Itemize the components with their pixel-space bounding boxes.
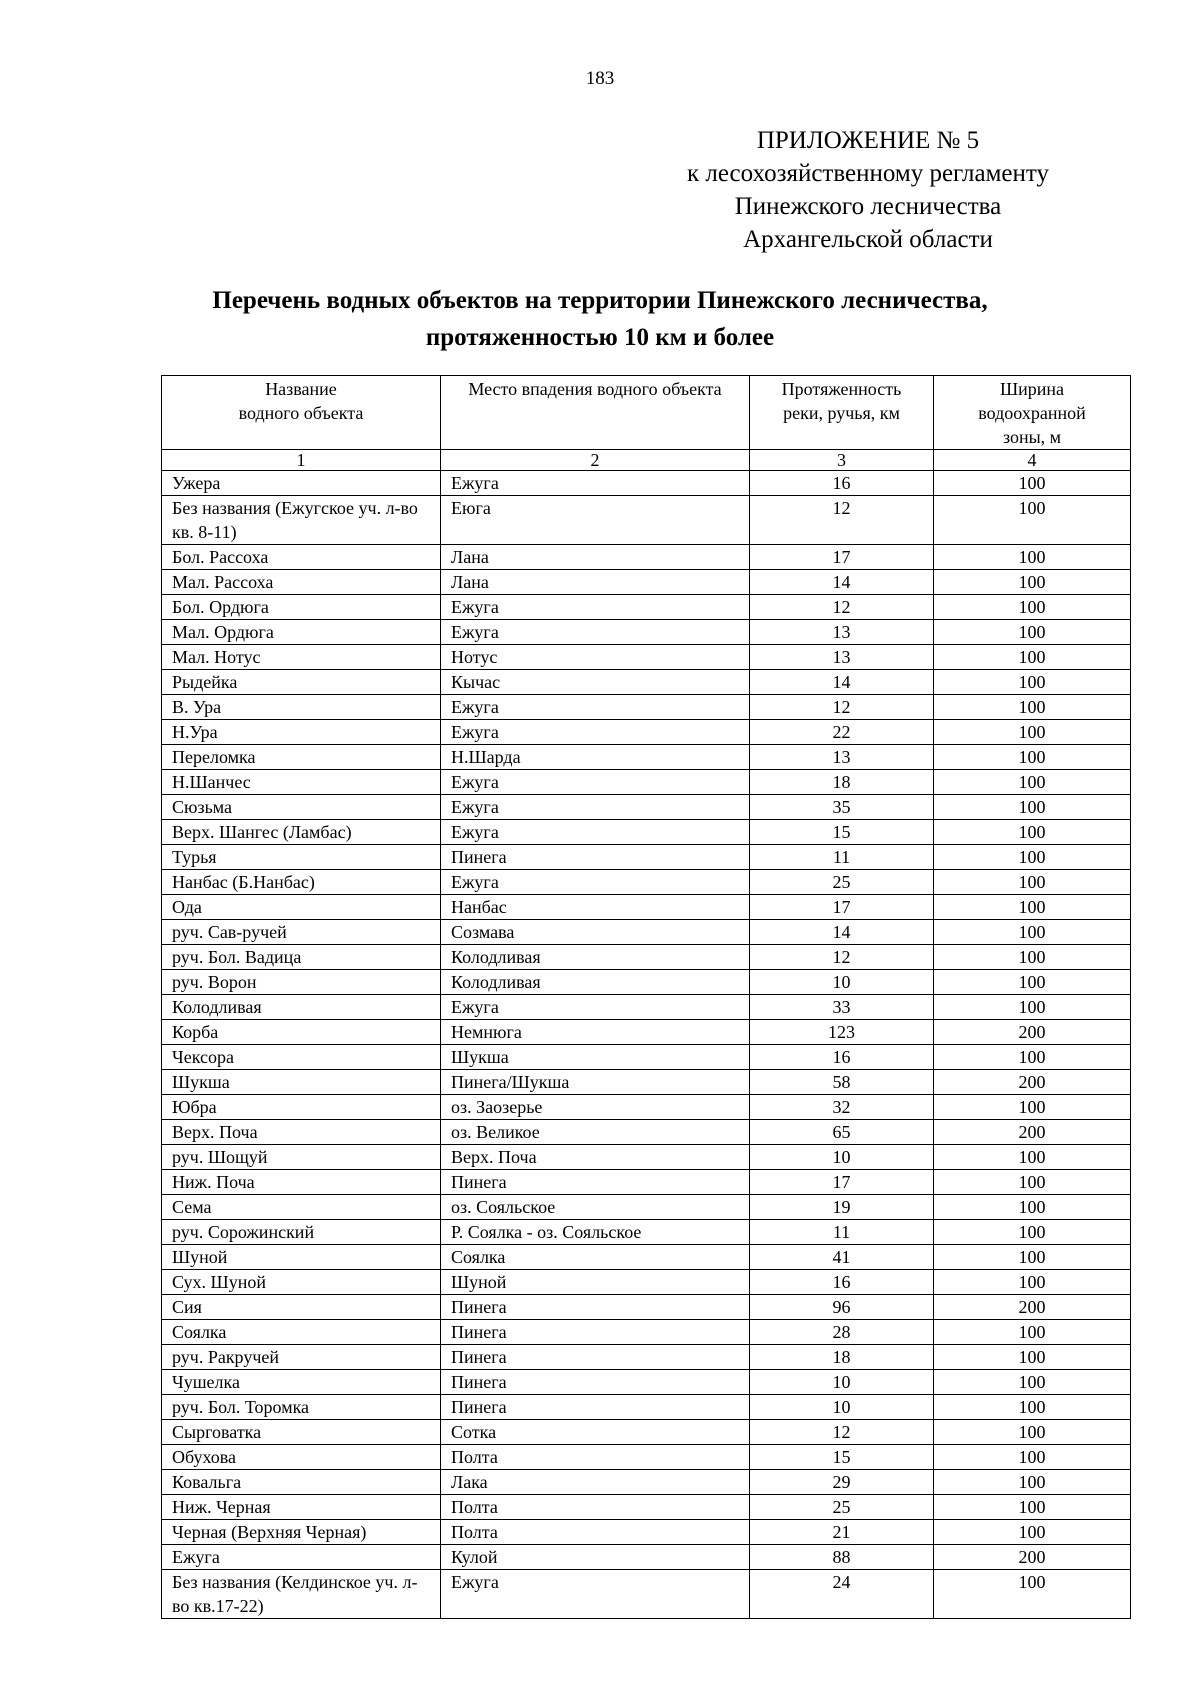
header-mouth <box>441 376 750 450</box>
table-row <box>162 1570 1131 1619</box>
cell-name: Ниж. Черная <box>162 1495 441 1520</box>
header-text: Место впадения водного объекта <box>468 379 722 399</box>
cell-zone-width: 100 <box>934 1395 1131 1420</box>
table-row <box>162 945 1131 970</box>
cell-mouth: Ежуга <box>441 720 750 745</box>
header-row <box>162 376 1131 450</box>
table-row <box>162 1545 1131 1570</box>
appendix-line: Пинежского лесничества <box>734 193 1002 220</box>
cell-zone-width: 100 <box>934 670 1131 695</box>
cell-length: 11 <box>750 845 934 870</box>
cell-mouth: Кычас <box>441 670 750 695</box>
table-row <box>162 1045 1131 1070</box>
cell-mouth: Соялка <box>441 1245 750 1270</box>
column-number: 3 <box>750 450 934 471</box>
cell-mouth: Пинега <box>441 1295 750 1320</box>
cell-name: Рыдейка <box>162 670 441 695</box>
cell-length: 12 <box>750 595 934 620</box>
table-row <box>162 1095 1131 1120</box>
cell-zone-width: 100 <box>934 1170 1131 1195</box>
cell-mouth: Нанбас <box>441 895 750 920</box>
cell-zone-width: 100 <box>934 1370 1131 1395</box>
table-row <box>162 1345 1131 1370</box>
cell-zone-width: 100 <box>934 820 1131 845</box>
cell-name: руч. Сав-ручей <box>162 920 441 945</box>
cell-name: руч. Ворон <box>162 970 441 995</box>
cell-name: руч. Шощуй <box>162 1145 441 1170</box>
table-body <box>162 471 1131 1619</box>
table-row <box>162 545 1131 570</box>
cell-length: 29 <box>750 1470 934 1495</box>
document-title <box>100 282 1100 356</box>
cell-name: Без названия (Ежугское уч. л-во кв. 8-11) <box>162 496 441 545</box>
column-number: 1 <box>162 450 441 471</box>
cell-zone-width: 100 <box>934 845 1131 870</box>
cell-zone-width: 100 <box>934 1570 1131 1619</box>
table-row <box>162 1170 1131 1195</box>
cell-mouth: Пинега <box>441 1395 750 1420</box>
table-row <box>162 970 1131 995</box>
cell-name: Турья <box>162 845 441 870</box>
cell-zone-width: 100 <box>934 1320 1131 1345</box>
cell-length: 13 <box>750 620 934 645</box>
table-row <box>162 1495 1131 1520</box>
cell-mouth: Колодливая <box>441 945 750 970</box>
table-row <box>162 695 1131 720</box>
table-row <box>162 471 1131 496</box>
cell-length: 11 <box>750 1220 934 1245</box>
header-zone-width <box>934 376 1131 450</box>
cell-length: 19 <box>750 1195 934 1220</box>
appendix-line: ПРИЛОЖЕНИЕ № 5 <box>756 127 980 154</box>
cell-mouth: Колодливая <box>441 970 750 995</box>
table-row <box>162 670 1131 695</box>
cell-name: Н.Шанчес <box>162 770 441 795</box>
header-text: Ширина <box>999 379 1065 399</box>
table-row <box>162 496 1131 545</box>
cell-mouth: Ежуга <box>441 995 750 1020</box>
cell-mouth: Лана <box>441 545 750 570</box>
table-row <box>162 1070 1131 1095</box>
cell-length: 65 <box>750 1120 934 1145</box>
header-text: водного объекта <box>238 403 364 423</box>
cell-zone-width: 100 <box>934 471 1131 496</box>
cell-name: руч. Бол. Торомка <box>162 1395 441 1420</box>
cell-zone-width: 100 <box>934 1420 1131 1445</box>
cell-name: Ежуга <box>162 1545 441 1570</box>
cell-mouth: оз. Сояльское <box>441 1195 750 1220</box>
cell-mouth: Ежуга <box>441 695 750 720</box>
table-row <box>162 1420 1131 1445</box>
cell-zone-width: 100 <box>934 895 1131 920</box>
cell-length: 10 <box>750 1370 934 1395</box>
cell-name: Соялка <box>162 1320 441 1345</box>
cell-length: 10 <box>750 1395 934 1420</box>
title-line: протяженностью 10 км и более <box>425 324 775 351</box>
table-row <box>162 1270 1131 1295</box>
cell-mouth: Еюга <box>441 496 750 545</box>
cell-mouth: оз. Заозерье <box>441 1095 750 1120</box>
table-row <box>162 1020 1131 1045</box>
cell-length: 17 <box>750 895 934 920</box>
cell-mouth: Нотус <box>441 645 750 670</box>
cell-zone-width: 100 <box>934 1495 1131 1520</box>
cell-zone-width: 100 <box>934 945 1131 970</box>
cell-zone-width: 100 <box>934 770 1131 795</box>
cell-zone-width: 100 <box>934 970 1131 995</box>
cell-zone-width: 100 <box>934 1045 1131 1070</box>
table-row <box>162 870 1131 895</box>
header-text: реки, ручья, км <box>783 403 900 423</box>
cell-length: 25 <box>750 1495 934 1520</box>
cell-zone-width: 100 <box>934 720 1131 745</box>
cell-zone-width: 100 <box>934 496 1131 545</box>
cell-name: Юбра <box>162 1095 441 1120</box>
table-row <box>162 1395 1131 1420</box>
table-row <box>162 995 1131 1020</box>
cell-length: 14 <box>750 670 934 695</box>
table-row <box>162 745 1131 770</box>
cell-zone-width: 100 <box>934 595 1131 620</box>
cell-name: Колодливая <box>162 995 441 1020</box>
cell-zone-width: 100 <box>934 545 1131 570</box>
cell-name: руч. Бол. Вадица <box>162 945 441 970</box>
cell-length: 33 <box>750 995 934 1020</box>
cell-length: 35 <box>750 795 934 820</box>
cell-zone-width: 100 <box>934 995 1131 1020</box>
column-number: 2 <box>441 450 750 471</box>
cell-name: Шукша <box>162 1070 441 1095</box>
cell-mouth: Ежуга <box>441 595 750 620</box>
cell-mouth: Ежуга <box>441 820 750 845</box>
cell-mouth: Ежуга <box>441 471 750 496</box>
table-row <box>162 595 1131 620</box>
cell-mouth: Лана <box>441 570 750 595</box>
cell-length: 14 <box>750 920 934 945</box>
table-row <box>162 1220 1131 1245</box>
cell-name: Черная (Верхняя Черная) <box>162 1520 441 1545</box>
table-row <box>162 1370 1131 1395</box>
appendix-header <box>608 124 1128 256</box>
cell-length: 17 <box>750 1170 934 1195</box>
cell-name: Сема <box>162 1195 441 1220</box>
table-row <box>162 1470 1131 1495</box>
column-number-row <box>162 450 1131 471</box>
cell-length: 15 <box>750 1445 934 1470</box>
cell-name: В. Ура <box>162 695 441 720</box>
cell-mouth: Ежуга <box>441 770 750 795</box>
header-text: зоны, м <box>1002 427 1062 447</box>
cell-zone-width: 100 <box>934 795 1131 820</box>
cell-zone-width: 100 <box>934 920 1131 945</box>
cell-mouth: Пинега <box>441 1170 750 1195</box>
cell-name: Мал. Нотус <box>162 645 441 670</box>
cell-name: руч. Ракручей <box>162 1345 441 1370</box>
cell-zone-width: 100 <box>934 645 1131 670</box>
cell-name: Нанбас (Б.Нанбас) <box>162 870 441 895</box>
table-row <box>162 720 1131 745</box>
cell-mouth: Лака <box>441 1470 750 1495</box>
cell-mouth: Немнюга <box>441 1020 750 1045</box>
cell-length: 32 <box>750 1095 934 1120</box>
cell-name: Верх. Поча <box>162 1120 441 1145</box>
cell-name: Шуной <box>162 1245 441 1270</box>
title-line: Перечень водных объектов на территории Пинежского лесничества, <box>212 287 988 314</box>
cell-zone-width: 100 <box>934 870 1131 895</box>
cell-name: Сух. Шуной <box>162 1270 441 1295</box>
cell-name: Мал. Рассоха <box>162 570 441 595</box>
appendix-line: Архангельской области <box>743 226 993 253</box>
table-row <box>162 1445 1131 1470</box>
table-row <box>162 1145 1131 1170</box>
cell-mouth: Н.Шарда <box>441 745 750 770</box>
cell-zone-width: 100 <box>934 1095 1131 1120</box>
table-row <box>162 820 1131 845</box>
cell-mouth: Созмава <box>441 920 750 945</box>
header-length <box>750 376 934 450</box>
cell-mouth: Полта <box>441 1495 750 1520</box>
cell-length: 14 <box>750 570 934 595</box>
cell-mouth: Пинега <box>441 1320 750 1345</box>
cell-length: 123 <box>750 1020 934 1045</box>
cell-name: Ужера <box>162 471 441 496</box>
cell-zone-width: 100 <box>934 1245 1131 1270</box>
cell-mouth: Полта <box>441 1520 750 1545</box>
cell-length: 13 <box>750 645 934 670</box>
cell-length: 96 <box>750 1295 934 1320</box>
cell-zone-width: 100 <box>934 1345 1131 1370</box>
cell-zone-width: 100 <box>934 620 1131 645</box>
cell-length: 21 <box>750 1520 934 1545</box>
cell-name: Чушелка <box>162 1370 441 1395</box>
cell-length: 28 <box>750 1320 934 1345</box>
table-row <box>162 570 1131 595</box>
table-row <box>162 1295 1131 1320</box>
table-row <box>162 620 1131 645</box>
table-row <box>162 1320 1131 1345</box>
cell-length: 25 <box>750 870 934 895</box>
cell-name: Без названия (Келдинское уч. л-во кв.17-22) <box>162 1570 441 1619</box>
cell-zone-width: 200 <box>934 1020 1131 1045</box>
cell-mouth: Ежуга <box>441 870 750 895</box>
header-text: Название <box>265 379 337 399</box>
cell-zone-width: 200 <box>934 1545 1131 1570</box>
header-name <box>162 376 441 450</box>
cell-length: 15 <box>750 820 934 845</box>
cell-mouth: Пинега <box>441 1370 750 1395</box>
cell-name: Ниж. Поча <box>162 1170 441 1195</box>
cell-length: 22 <box>750 720 934 745</box>
appendix-line: к лесохозяйственному регламенту <box>686 160 1050 187</box>
cell-mouth: оз. Великое <box>441 1120 750 1145</box>
table-row <box>162 1195 1131 1220</box>
cell-mouth: Р. Соялка - оз. Сояльское <box>441 1220 750 1245</box>
table-row <box>162 645 1131 670</box>
cell-mouth: Пинега/Шукша <box>441 1070 750 1095</box>
cell-name: Сия <box>162 1295 441 1320</box>
table-row <box>162 1520 1131 1545</box>
cell-zone-width: 100 <box>934 1220 1131 1245</box>
cell-mouth: Ежуга <box>441 795 750 820</box>
cell-name: руч. Сорожинский <box>162 1220 441 1245</box>
cell-zone-width: 100 <box>934 745 1131 770</box>
cell-mouth: Ежуга <box>441 1570 750 1619</box>
cell-mouth: Пинега <box>441 845 750 870</box>
cell-zone-width: 100 <box>934 1270 1131 1295</box>
cell-length: 12 <box>750 945 934 970</box>
cell-name: Обухова <box>162 1445 441 1470</box>
cell-zone-width: 100 <box>934 695 1131 720</box>
cell-zone-width: 200 <box>934 1120 1131 1145</box>
header-text: водоохранной <box>978 403 1086 423</box>
cell-length: 16 <box>750 1270 934 1295</box>
cell-mouth: Пинега <box>441 1345 750 1370</box>
cell-length: 41 <box>750 1245 934 1270</box>
cell-mouth: Ежуга <box>441 620 750 645</box>
cell-zone-width: 200 <box>934 1295 1131 1320</box>
table-row <box>162 1120 1131 1145</box>
cell-name: Бол. Рассоха <box>162 545 441 570</box>
table-row <box>162 920 1131 945</box>
cell-length: 17 <box>750 545 934 570</box>
cell-length: 16 <box>750 471 934 496</box>
cell-zone-width: 100 <box>934 1195 1131 1220</box>
cell-zone-width: 100 <box>934 570 1131 595</box>
cell-length: 24 <box>750 1570 934 1619</box>
header-text: Протяженность <box>781 379 902 399</box>
cell-name: Корба <box>162 1020 441 1045</box>
cell-zone-width: 100 <box>934 1470 1131 1495</box>
water-bodies-table <box>161 375 1131 1619</box>
cell-name: Сюзьма <box>162 795 441 820</box>
page-number: 183 <box>585 68 615 89</box>
cell-length: 18 <box>750 770 934 795</box>
cell-length: 12 <box>750 695 934 720</box>
table-row <box>162 845 1131 870</box>
cell-mouth: Шукша <box>441 1045 750 1070</box>
cell-name: Чексора <box>162 1045 441 1070</box>
table-row <box>162 1245 1131 1270</box>
cell-zone-width: 200 <box>934 1070 1131 1095</box>
column-number: 4 <box>934 450 1131 471</box>
table-row <box>162 895 1131 920</box>
table-row <box>162 795 1131 820</box>
table-row <box>162 770 1131 795</box>
cell-mouth: Шуной <box>441 1270 750 1295</box>
cell-length: 18 <box>750 1345 934 1370</box>
cell-zone-width: 100 <box>934 1145 1131 1170</box>
cell-name: Мал. Ордюга <box>162 620 441 645</box>
cell-length: 12 <box>750 1420 934 1445</box>
cell-mouth: Кулой <box>441 1545 750 1570</box>
cell-name: Ода <box>162 895 441 920</box>
cell-length: 13 <box>750 745 934 770</box>
cell-mouth: Полта <box>441 1445 750 1470</box>
cell-name: Бол. Ордюга <box>162 595 441 620</box>
cell-name: Сырговатка <box>162 1420 441 1445</box>
cell-zone-width: 100 <box>934 1445 1131 1470</box>
cell-name: Ковальга <box>162 1470 441 1495</box>
cell-length: 16 <box>750 1045 934 1070</box>
cell-name: Переломка <box>162 745 441 770</box>
cell-length: 88 <box>750 1545 934 1570</box>
cell-mouth: Верх. Поча <box>441 1145 750 1170</box>
cell-length: 10 <box>750 1145 934 1170</box>
cell-name: Верх. Шангес (Ламбас) <box>162 820 441 845</box>
cell-length: 10 <box>750 970 934 995</box>
cell-name: Н.Ура <box>162 720 441 745</box>
cell-length: 12 <box>750 496 934 545</box>
cell-mouth: Сотка <box>441 1420 750 1445</box>
cell-zone-width: 100 <box>934 1520 1131 1545</box>
cell-length: 58 <box>750 1070 934 1095</box>
